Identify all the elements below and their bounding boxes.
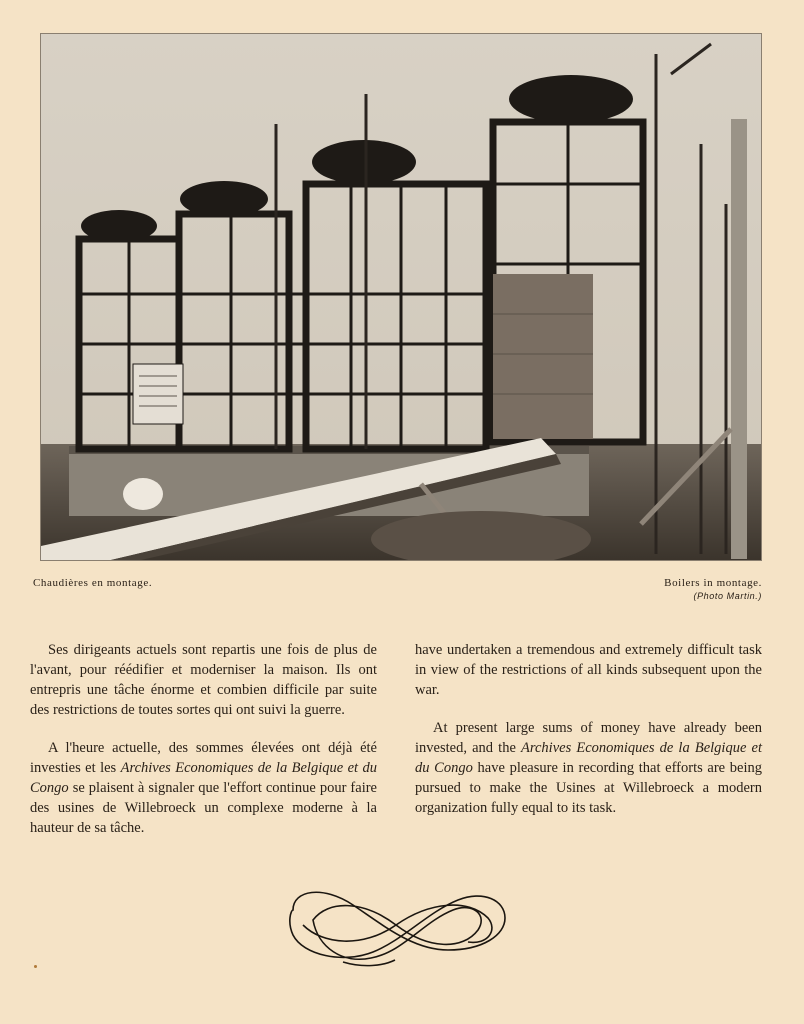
french-paragraph-2 bbox=[30, 738, 377, 838]
french-text-column bbox=[30, 640, 377, 856]
english-text-column bbox=[415, 640, 762, 836]
english-paragraph-2-start: At present large sums of money have already been invested, and the bbox=[415, 720, 762, 756]
french-publication-title: Archives Economiques de la Belgique et du Congo bbox=[30, 760, 377, 796]
caption-french: Chaudières en montage. bbox=[33, 577, 153, 589]
caption-english: Boilers in montage. bbox=[664, 577, 762, 589]
english-publication-title: Archives Economiques de la Belgique et du Congo bbox=[415, 740, 762, 776]
english-paragraph-1: have undertaken a tremendous and extremely difficult task in view of the restrictions of all kinds subsequent upon the war. bbox=[415, 642, 762, 698]
french-paragraph-2-start: A l'heure actuelle, des sommes élevées ont déjà été investies et les bbox=[30, 740, 377, 776]
photo-illustration bbox=[41, 34, 761, 560]
boiler-construction-photo bbox=[40, 33, 762, 561]
paper-speck bbox=[34, 965, 37, 968]
english-paragraph-2-end: have pleasure in recording that efforts are being pursued to make the Usines at Willebroeck a modern organization fully equal to its task. bbox=[415, 760, 763, 816]
flourish-ornament-icon bbox=[283, 880, 509, 970]
french-paragraph-1: Ses dirigeants actuels sont repartis une fois de plus de l'avant, pour réédifier et moderniser la maison. Ils ont entrepris une tâche énorme et combien difficile par suite des restrictions de toutes sortes qui ont suivi la guerre. bbox=[30, 642, 377, 718]
photo-credit: (Photo Martin.) bbox=[693, 591, 762, 601]
english-paragraph-2 bbox=[415, 718, 762, 818]
french-paragraph-2-end: se plaisent à signaler que l'effort continue pour faire des usines de Willebroeck un complexe moderne à la hauteur de sa tâche. bbox=[30, 780, 377, 836]
